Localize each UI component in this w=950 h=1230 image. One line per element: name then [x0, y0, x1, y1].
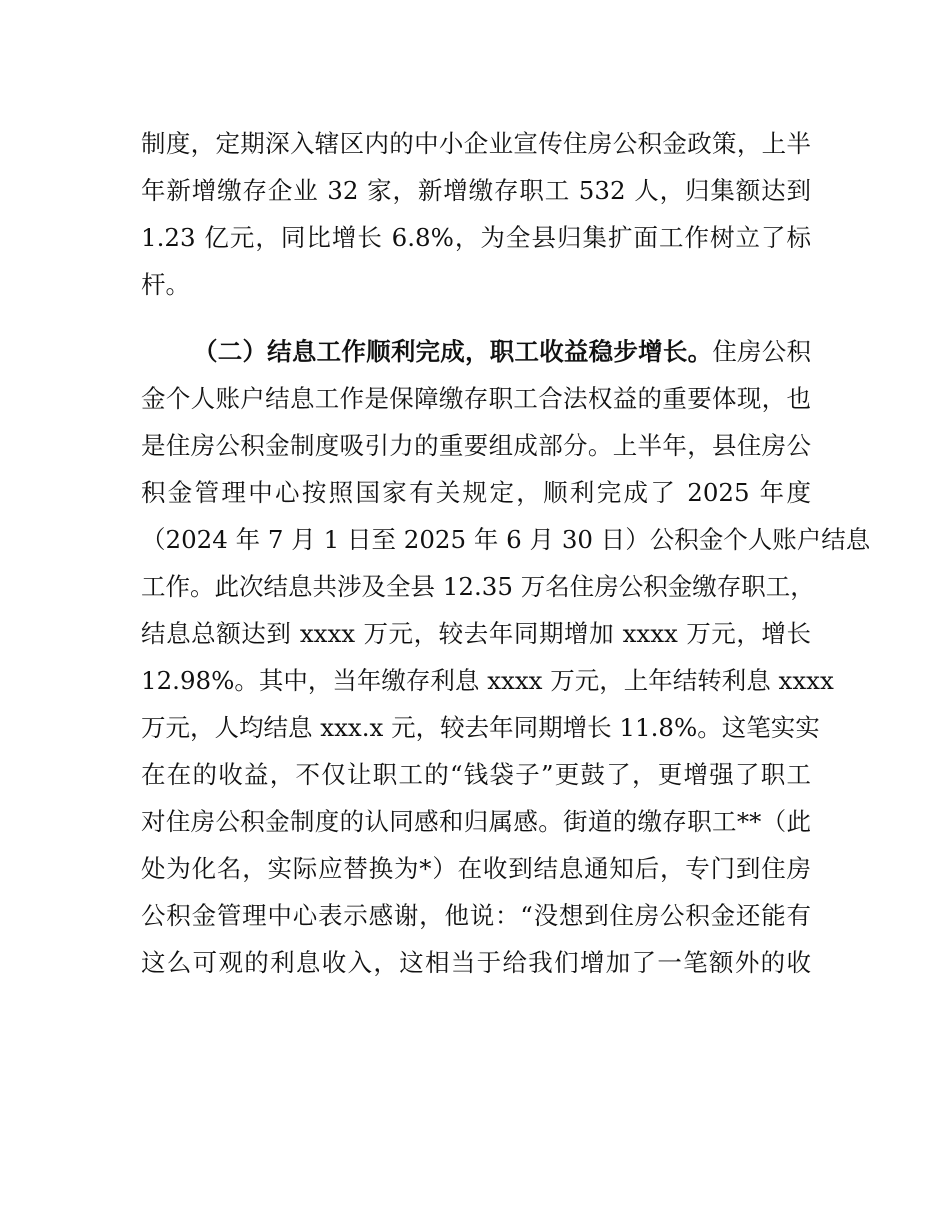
text-line: 金个人账户结息工作是保障缴存职工合法权益的重要体现，也	[141, 384, 811, 413]
heading-trailing-text: 住房公积	[712, 337, 811, 366]
text-line: 积金管理中心按照国家有关规定，顺利完成了 2025 年度	[141, 478, 811, 507]
text-line: 万元，人均结息 xxx.x 元，较去年同期增长 11.8%。这笔实实	[141, 713, 820, 742]
text-line: 处为化名，实际应替换为*）在收到结息通知后，专门到住房	[141, 854, 811, 883]
text-line: 结息总额达到 xxxx 万元，较去年同期增加 xxxx 万元，增长	[141, 619, 811, 648]
text-line: 1.23 亿元，同比增长 6.8%，为全县归集扩面工作树立了标	[141, 223, 811, 252]
text-line: 年新增缴存企业 32 家，新增缴存职工 532 人，归集额达到	[141, 176, 811, 205]
text-line: 公积金管理中心表示感谢，他说：“没想到住房公积金还能有	[141, 901, 811, 930]
document-body	[141, 120, 871, 986]
text-line: 在在的收益，不仅让职工的“钱袋子”更鼓了，更增强了职工	[141, 760, 811, 789]
text-line: 是住房公积金制度吸引力的重要组成部分。上半年，县住房公	[141, 431, 811, 460]
text-line: 这么可观的利息收入，这相当于给我们增加了一笔额外的收	[141, 948, 811, 977]
text-line: （2024 年 7 月 1 日至 2025 年 6 月 30 日）公积金个人账户结息	[141, 525, 871, 554]
text-line: 制度，定期深入辖区内的中小企业宣传住房公积金政策，上半	[141, 129, 811, 158]
text-line: 工作。此次结息共涉及全县 12.35 万名住房公积金缴存职工，	[141, 572, 815, 601]
text-line	[141, 328, 811, 375]
section-heading: （二）结息工作顺利完成，职工收益稳步增长。	[193, 337, 713, 366]
text-line: 12.98%。其中，当年缴存利息 xxxx 万元，上年结转利息 xxxx	[141, 666, 834, 695]
paragraph-1	[141, 120, 811, 308]
text-line: 杆。	[141, 270, 190, 299]
text-line: 对住房公积金制度的认同感和归属感。街道的缴存职工**（此	[141, 807, 811, 836]
paragraph-gap	[141, 308, 811, 328]
paragraph-2	[141, 328, 871, 986]
